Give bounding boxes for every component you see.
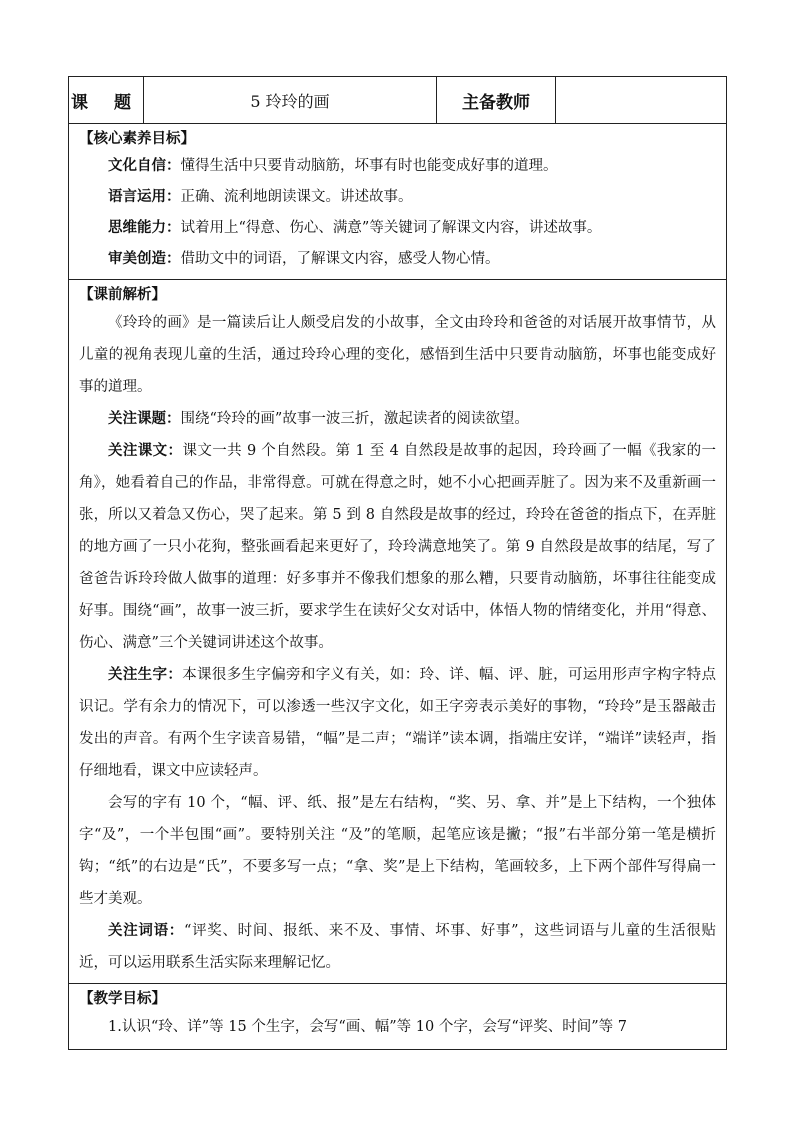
core-goal-item: 审美创造：借助文中的词语，了解课文内容，感受人物心情。	[108, 251, 500, 267]
core-goals-section	[69, 124, 726, 280]
teaching-goal-item: 1.认识“玲、详”等 15 个生字，会写“画、幅”等 10 个字，会写“评奖、时间”等 7	[108, 1019, 627, 1035]
header-row	[69, 77, 726, 124]
analysis-item: 关注课文：课文一共 9 个自然段。第 1 至 4 自然段是故事的起因，玲玲画了一幅《我家的一角》，她看着自己的作品，非常得意。可就在得意之时，她不小心把画弄脏了。因为来不及重新画一张，所以又着急又伤心，哭了起来。第 5 到 8 自然段是故事的经过，玲玲在爸爸的指点下，在弄脏的地方画了一只小花狗，整张画看起来更好了，玲玲满意地笑了。第 9 自然段是故事的结尾，写了爸爸告诉玲玲做人做事的道理：好多事并不像我们想象的那么糟，只要肯动脑筋，坏事往往能变成好事。围绕“画”，故事一波三折，要求学生在读好父女对话中，体悟人物的情绪变化，并用“得意、伤心、满意”三个关键词讲述这个故事。	[79, 443, 717, 651]
analysis-intro: 《玲玲的画》是一篇读后让人颇受启发的小故事，全文由玲玲和爸爸的对话展开故事情节，从儿童的视角表现儿童的生活，通过玲玲心理的变化，感悟到生活中只要肯动脑筋，坏事也能变成好事的道理。	[79, 315, 716, 395]
core-goal-item: 语言运用：正确、流利地朗读课文。讲述故事。	[108, 189, 413, 205]
teacher-label: 主备教师	[437, 77, 556, 123]
analysis-item: 会写的字有 10 个，“幅、评、纸、报”是左右结构，“奖、另、拿、并”是上下结构，一个独体字“及”，一个半包围“画”。要特别关注 “及”的笔顺，起笔应该是撇；“报”右半部分第一笔是横折钩；“纸”的右边是“氏”，不要多写一点；“拿、奖”是上下结构，笔画较多，上下两个部件写得扁一些才美观。	[79, 795, 716, 907]
teaching-goals-section	[69, 984, 726, 1049]
lesson-title: 5 玲玲的画	[144, 77, 437, 123]
analysis-section	[69, 280, 726, 984]
core-goals-title: 【核心素养目标】	[79, 131, 195, 147]
core-goal-item: 思维能力：试着用上“得意、伤心、满意”等关键词了解课文内容，讲述故事。	[108, 220, 602, 236]
analysis-item: 关注课题：围绕“玲玲的画”故事一波三折，激起读者的阅读欲望。	[108, 411, 529, 427]
topic-label: 课 题	[69, 77, 144, 123]
teaching-goals-title: 【教学目标】	[79, 991, 166, 1007]
lesson-plan-table	[68, 76, 727, 1050]
analysis-item: 关注生字：本课很多生字偏旁和字义有关，如：玲、详、幅、评、脏，可运用形声字构字特点识记。学有余力的情况下，可以渗透一些汉字文化，如王字旁表示美好的事物，“玲玲”是玉器敲击发出的声音。有两个生字读音易错，“幅”是二声；“端详”读本调，指端庄安详，“端详”读轻声，指仔细地看，课文中应读轻声。	[79, 667, 716, 779]
analysis-item: 关注词语：“评奖、时间、报纸、来不及、事情、坏事、好事”，这些词语与儿童的生活很贴近，可以运用联系生活实际来理解记忆。	[79, 923, 717, 971]
teacher-value	[556, 77, 726, 123]
analysis-title: 【课前解析】	[79, 287, 166, 303]
core-goal-item: 文化自信：懂得生活中只要肯动脑筋，坏事有时也能变成好事的道理。	[108, 158, 558, 174]
